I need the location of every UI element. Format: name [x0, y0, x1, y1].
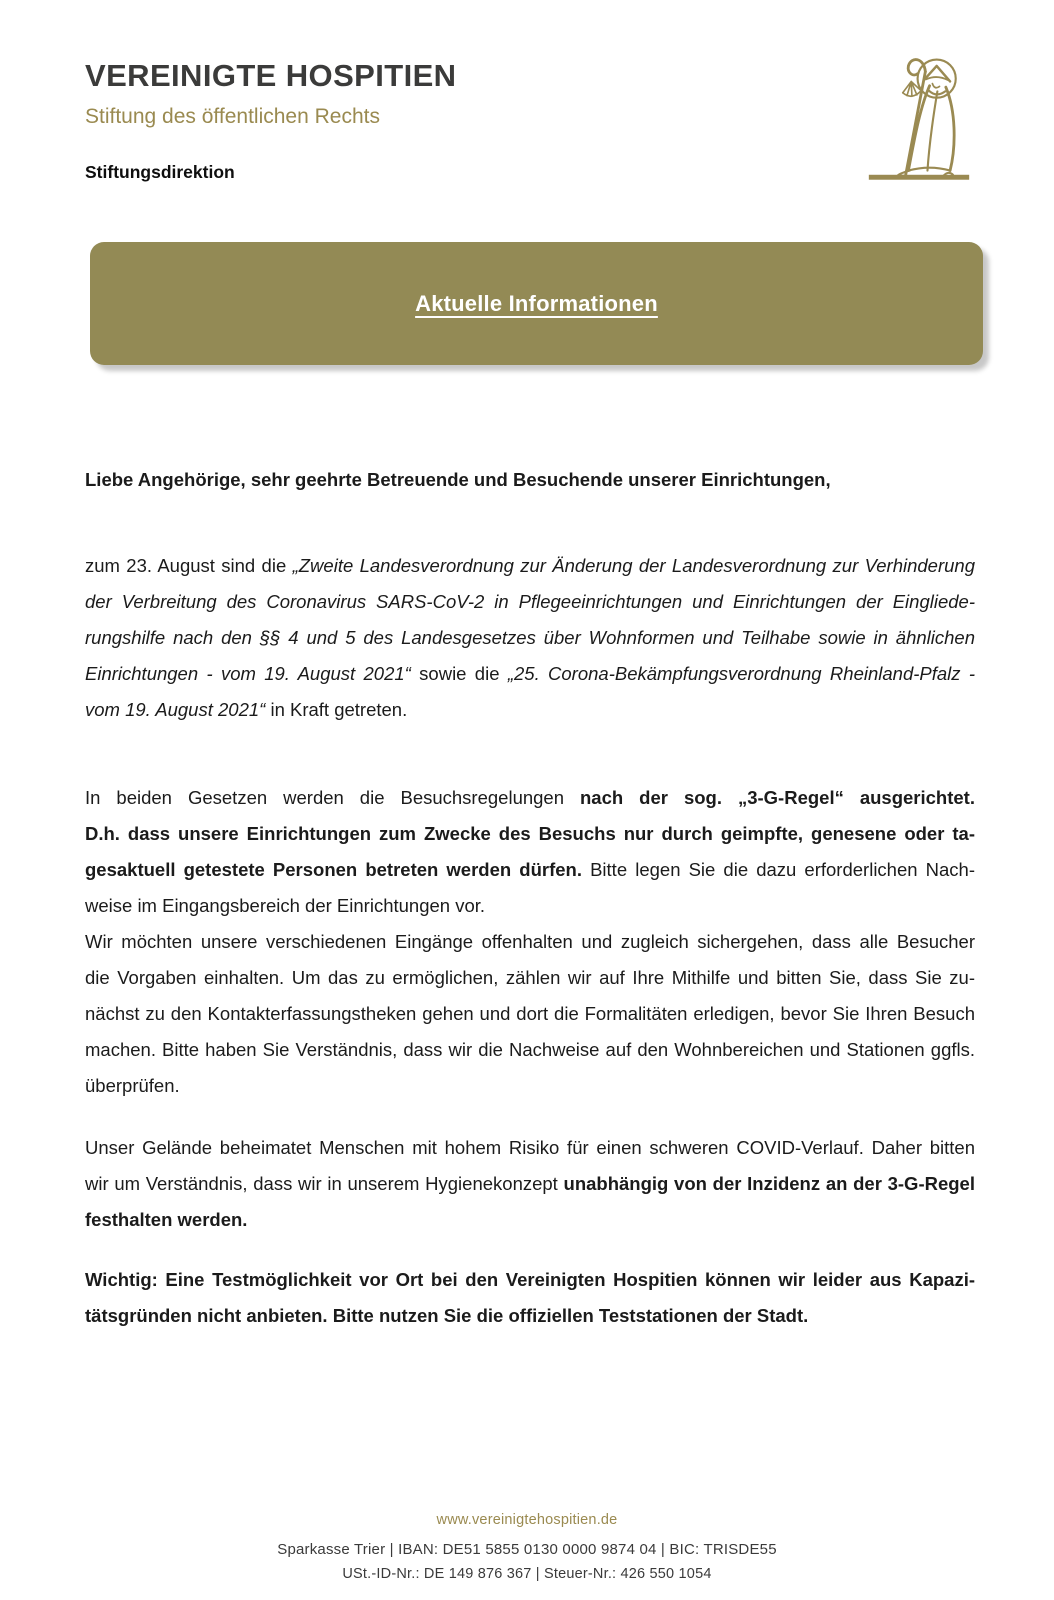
text-segment: machen. Bitte haben Sie Verständnis, dass wir die Nachweise auf den Wohnbereichen und Stationen ggfls. [85, 1039, 975, 1060]
banner-title: Aktuelle Informationen [415, 290, 658, 316]
staff [906, 72, 926, 176]
website-link[interactable]: www.vereinigtehospitien.de [436, 1512, 618, 1528]
paragraph-line [85, 620, 975, 656]
text-segment: nach der sog. „3-G-Regel“ ausgerichtet. [580, 787, 975, 808]
paragraph-line [85, 1298, 975, 1334]
text-segment: rungshilfe nach den §§ 4 und 5 des Landesgesetzes über Wohnformen und Teilhabe sowie in ähnlichen [85, 627, 975, 648]
paragraph [85, 1130, 975, 1238]
text-segment: sowie die [419, 663, 508, 684]
org-name: VEREINIGTE HOSPITIEN [85, 58, 457, 93]
text-segment: überprüfen. [85, 1075, 180, 1096]
staff-crook [908, 60, 925, 75]
text-segment: In beiden Gesetzen werden die Besuchsregelungen [85, 787, 580, 808]
paragraph-line [85, 1032, 975, 1068]
tax-details: USt.-ID-Nr.: DE 149 876 367 | Steuer-Nr.: 426 550 1054 [342, 1566, 712, 1582]
paragraph [85, 462, 975, 498]
paragraph-line [85, 1262, 975, 1298]
department-label: Stiftungsdirektion [85, 162, 235, 182]
text-segment: vom 19. August 2021“ [85, 699, 271, 720]
paragraph-line [85, 462, 975, 498]
bank-details: Sparkasse Trier | IBAN: DE51 5855 0130 0000 9874 04 | BIC: TRISDE55 [277, 1541, 777, 1558]
text-segment: D.h. dass unsere Einrichtungen zum Zwecke des Besuchs nur durch geimpfte, genesene oder ta- [85, 823, 975, 844]
paragraph-line [85, 996, 975, 1032]
text-segment: Wir möchten unsere verschiedenen Eingänge offenhalten und zugleich sichergehen, dass alle Besucher [85, 931, 975, 952]
text-segment: „Zweite Landesverordnung zur Änderung der Landesverordnung zur Verhinderung [292, 555, 975, 576]
text-segment: Bitte legen Sie die dazu erforderlichen Nach- [590, 859, 975, 880]
logo-base-bar [869, 175, 969, 180]
letter-body [85, 462, 975, 1334]
paragraph-line [85, 888, 975, 924]
text-segment: der Verbreitung des Coronavirus SARS-CoV-2 in Pflegeeinrichtungen und Einrichtungen der Eingliede- [85, 591, 975, 612]
text-segment: Einrichtungen - vom 19. August 2021“ [85, 663, 420, 684]
paragraph-line [85, 852, 975, 888]
paragraph [85, 548, 975, 728]
paragraph-line [85, 1068, 975, 1104]
text-segment: weise im Eingangsbereich der Einrichtungen vor. [85, 895, 486, 916]
org-subtitle: Stiftung des öffentlichen Rechts [85, 105, 380, 128]
text-segment: nächst zu den Kontakterfassungstheken gehen und dort die Formalitäten erledigen, bevor Sie Ihren Besuch [85, 1003, 975, 1024]
pilgrim-with-staff-icon [866, 40, 972, 188]
paragraph-line [85, 780, 975, 816]
text-segment: in Kraft getreten. [270, 699, 408, 720]
text-segment: unabhängig von der Inzidenz an der 3-G-Regel [563, 1173, 975, 1194]
paragraph-line [85, 1166, 975, 1202]
paragraph [85, 924, 975, 1104]
info-banner [90, 242, 983, 365]
paragraph-line [85, 1130, 975, 1166]
paragraph-line [85, 584, 975, 620]
text-segment: wir um Verständnis, dass wir in unserem Hygienekonzept [85, 1173, 564, 1194]
text-segment: die Vorgaben einhalten. Um das zu ermöglichen, zählen wir auf Ihre Mithilfe und bitten Sie, dass Sie zu- [85, 967, 975, 988]
text-segment: Unser Gelände beheimatet Menschen mit hohem Risiko für einen schweren COVID-Verlauf. Daher bitten [85, 1137, 975, 1158]
text-segment: zum 23. August sind die [85, 555, 293, 576]
paragraph-line [85, 960, 975, 996]
text-segment: gesaktuell getestete Personen betreten werden dürfen. [85, 859, 591, 880]
text-segment: festhalten werden. [85, 1209, 248, 1230]
text-segment: tätsgründen nicht anbieten. Bitte nutzen Sie die offiziellen Teststationen der Stadt. [85, 1305, 809, 1326]
paragraph-line [85, 656, 975, 692]
paragraph-line [85, 1202, 975, 1238]
paragraph [85, 1262, 975, 1334]
text-segment: Liebe Angehörige, sehr geehrte Betreuende und Besuchende unserer Einrichtungen, [85, 469, 831, 490]
text-segment: „25. Corona-Bekämpfungsverordnung Rheinland-Pfalz - [507, 663, 976, 684]
paragraph [85, 780, 975, 924]
text-segment: Wichtig: Eine Testmöglichkeit vor Ort bei den Vereinigten Hospitien können wir leider aus Kapazi- [85, 1269, 975, 1290]
paragraph-line [85, 692, 975, 728]
paragraph-line [85, 548, 975, 584]
paragraph-line [85, 816, 975, 852]
paragraph-line [85, 924, 975, 960]
